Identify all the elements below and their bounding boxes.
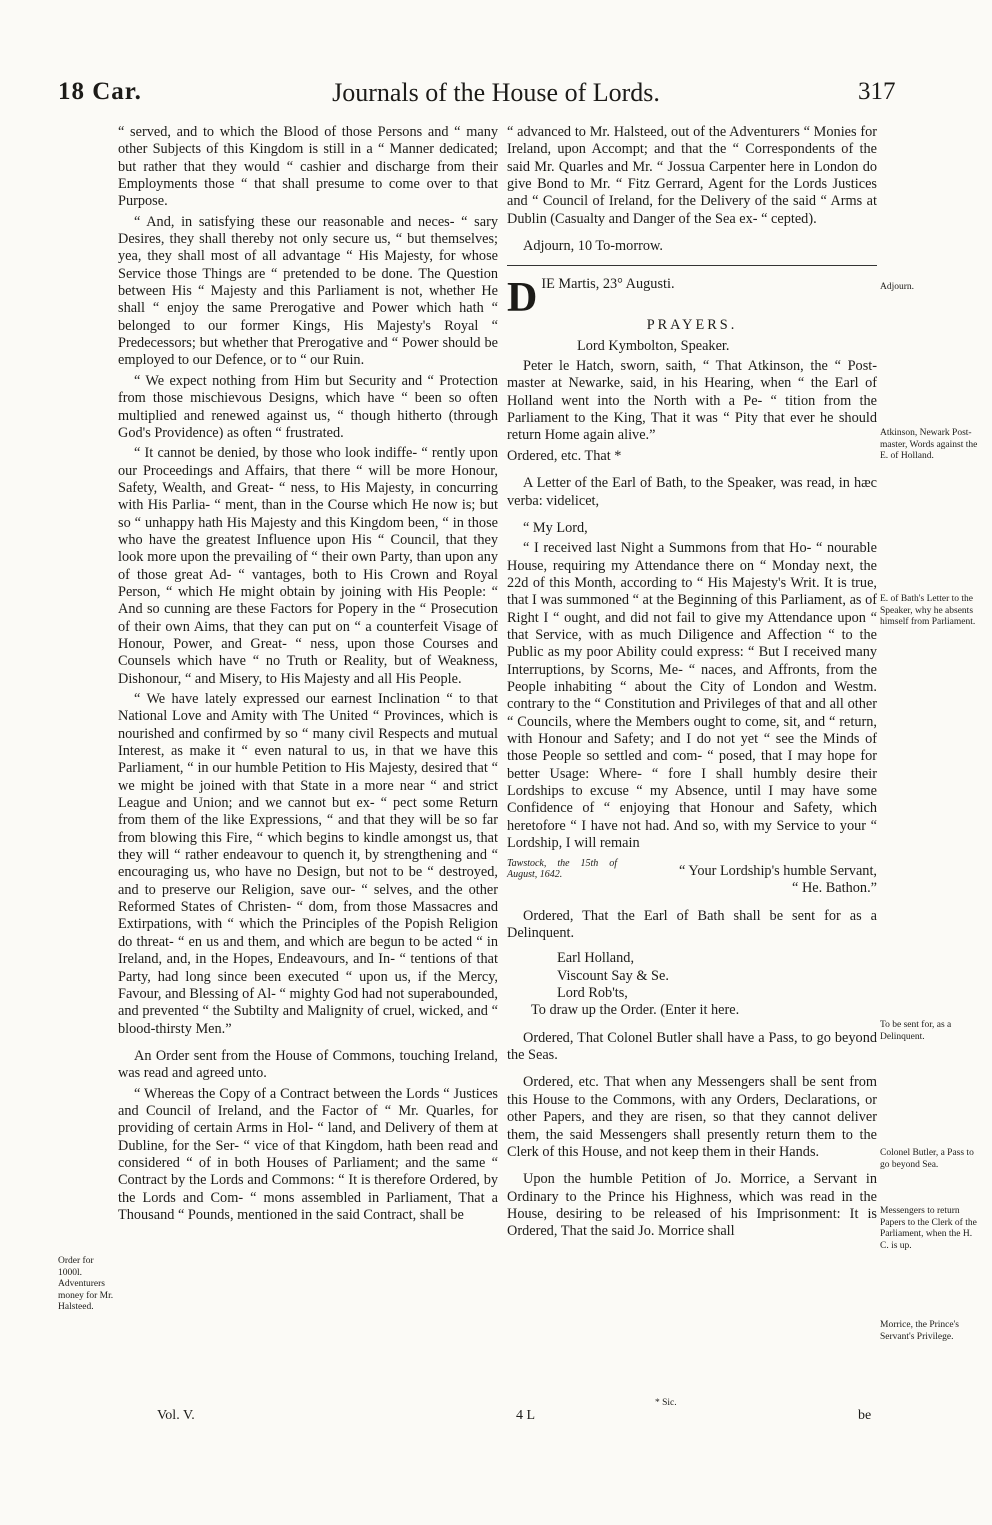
contract-order: “ Whereas the Copy of a Contract between the Lords “ Justices and Council of Ireland, and the Factor of “ Mr. Quarles, for providing of certain Arms in Hol- “ land, and Delivery of them at Dubline, for the Ser- “ vice of that Kingdom, hath been read and considered “ of in both Houses of Parliament; and the same “ Contract by the Lords and Commons: “ It is therefore Ordered, by the Lords and Com- “ mons assembled in Parliament, That a Thousand “ Pounds, mentioned in the said Contract, shall be	[118, 1085, 498, 1223]
volume-mark: Vol. V.	[157, 1408, 195, 1423]
date-line	[507, 275, 877, 322]
paragraph: “ We expect nothing from Him but Security and “ Protection from those mischievous Designs, which have “ been so often multiplied and renewed against us, “ though hitherto (through God's Providence) as often “ frustrated.	[118, 372, 498, 441]
date-text: IE Martis, 23° Augusti.	[541, 276, 675, 293]
ordered-butler-pass: Ordered, That Colonel Butler shall have a Pass, to go beyond the Seas.	[507, 1029, 877, 1064]
prayers-heading: PRAYERS.	[646, 317, 738, 334]
left-column	[118, 124, 498, 1227]
paragraph: “ We have lately expressed our earnest Inclination “ to that National Love and Amity with The United “ Provinces, which is nourished and confirmed by so “ many civil Respects and mutual Interest, as make it “ even natural to us, in that we have this Parliament, “ in our humble Petition to His Majesty, desired that “ we might be joined with that State in a more near “ and strict League and Union; and we cannot but ex- “ pect some Return from them of the like Expressions, “ and that they will be so far from blowing this Fire, “ which begins to kindle amongst us, that they will “ rather endeavour to quench it, by strengthening and “ encouraging us, who have no Design, but not to be “ destroyed, and to preserve our Religion, save our- “ selves, and the other Reformed States of Christen- “ dom, from those Massacres and Extirpations, with “ which the Principles of the Popish Religion do threat- “ en us and them, and which are begun to be acted “ in Ireland, and, in the Hopes, Endeavours, and In- “ tentions of that Party, had long since been executed “ upon us, if the Mercy, Favour, and Blessing of Al- “ mighty God had not superabounded, and prevented “ the Subtilty and Malignity of cruel, wicked, and “ blood-thirsty Men.”	[118, 691, 498, 1037]
sic-footnote: * Sic.	[655, 1398, 677, 1408]
committee-name: Lord Rob'ts,	[557, 985, 628, 1002]
section-rule	[507, 265, 877, 266]
letter-dateline: Tawstock, the 15th of August, 1642.	[507, 858, 617, 881]
order-continuation: “ advanced to Mr. Halsteed, out of the Adventurers “ Monies for Ireland, upon Accompt; and that the “ Correspondents of the said Mr. Quarles and Mr. “ Jossua Carpenter here in London do give Bond to Mr. “ Fitz Gerrard, Agent for the Lords Justices and “ Council of Ireland, for the Delivery of the said “ Arms at Dublin (Casualty and Danger of the Sea ex- “ cepted).	[507, 124, 877, 227]
margin-note-messengers: Messengers to return Papers to the Clerk of the Parliament, when the H. C. is up.	[880, 1206, 977, 1251]
right-column	[507, 124, 877, 1244]
margin-note-butler: Colonel Butler, a Pass to go beyond Sea.	[880, 1148, 974, 1170]
running-head-regnal-year: 18 Car.	[58, 78, 142, 105]
commons-order-intro: An Order sent from the House of Commons, touching Ireland, was read and agreed unto.	[118, 1047, 498, 1082]
margin-note-delinquent: To be sent for, as a Delinquent.	[880, 1020, 952, 1042]
drop-cap: D	[507, 275, 538, 322]
signature-mark: 4 L	[516, 1408, 536, 1423]
hatch-deposition: Peter le Hatch, sworn, saith, “ That Atkinson, the “ Post-master at Newarke, said, in his Hearing, when “ the Earl of Holland went into the North with a Pe- “ tition from the Parliament to the King, That it was “ Pity that ever he should return Home again alive.”	[507, 358, 877, 444]
catchword: be	[858, 1408, 872, 1423]
servant-line: “ Your Lordship's humble Servant,	[679, 863, 877, 880]
morrice-petition: Upon the humble Petition of Jo. Morrice, a Servant in Ordinary to the Prince his Highness, which was read in the House, desiring to be released of his Imprisonment: It is Ordered, That the said Jo. Morrice shall	[507, 1171, 877, 1240]
paragraph: “ It cannot be denied, by those who look indiffe- “ rently upon our Proceedings and Affairs, that there “ will be more Honour, Safety, Wealth, and Great- “ ness, to His Majesty, in concurring with His Parlia- “ ment, than in the Course which He now is; but so “ unhappy hath His Majesty and this Kingdom been, “ in those who have the greatest Influence upon His “ Council, that they look more upon the prevailing of “ their own Party, than upon any of those great Ad- “ vantages, both to His Crown and Royal Person, “ which He might obtain by joining with His People: “ And so cunning are these Factors for Popery in the “ Prosecution of their own Aims, that they can put on “ a counterfeit Visage of Honour, Power, and Great- “ ness, upon those Courses and Counsels which have “ no Truth or Reality, but of Weakness, Dishonour, “ and Misery, to His Majesty and all His People.	[118, 445, 498, 687]
letter-body: “ I received last Night a Summons from that Ho- “ nourable House, requiring my Attendance there on “ Monday next, the 22d of this Month, according to “ His Majesty's Writ. It is true, that I was summoned “ at the Beginning of this Parliament, as of Right I “ ought, and did not fail to give my Attendance upon “ that Service, with as much Diligence and Affection “ to the Public as my poor Ability could express: “ But I received many Interruptions, by Scorns, Me- “ naces, and Affronts, from the People inhabiting “ about the City of London and Westm. contrary to the “ Constitution and Privileges of that and all other “ Councils, where the Members ought to come, sit, and “ return, with Honour and Safety; and I do not yet “ see the Minds of those People so settled and com- “ posed, that I may hope for better Usage: Where- “ fore I shall humbly desire their Lordships to excuse “ my Absence, until I may have some Confidence of “ enjoying that Honour and Safety, which heretofore “ I have not had. And so, with my Service to your “ Lordship, I will remain	[507, 540, 877, 852]
margin-note-bath-letter: E. of Bath's Letter to the Speaker, why he absents himself from Parliament.	[880, 594, 976, 627]
letter-intro: A Letter of the Earl of Bath, to the Speaker, was read, in hæc verba: videlicet,	[507, 475, 877, 509]
page-number: 317	[858, 78, 896, 105]
speaker-line: Lord Kymbolton, Speaker.	[577, 337, 730, 354]
adjourn-entry: Adjourn, 10 To-morrow.	[523, 238, 663, 255]
letter-signoff	[507, 858, 877, 880]
paragraph: “ And, in satisfying these our reasonable and neces- “ sary Desires, they shall thereby not only secure us, “ but themselves; yea, they shall most of all advantage “ His Majesty, for whose Service those Things are “ pretended to be done. The Question between His “ Majesty and this Parliament is not, whether He shall “ enjoy the same Prerogative and Power which hath “ belonged to our former Kings, His Majesty's Royal “ Predecessors; but whether that Prerogative and “ Power should be employed to our Defence, or to “ our Ruin.	[118, 213, 498, 369]
margin-note-morrice: Morrice, the Prince's Servant's Privilege.	[880, 1320, 960, 1342]
draw-up-order: To draw up the Order. (Enter it here.	[531, 1002, 740, 1019]
margin-note-halsteed: Order for 1000l. Adventurers money for Mr. Halsteed.	[58, 1256, 114, 1312]
margin-note-atkinson: Atkinson, Newark Post-master, Words against the E. of Holland.	[880, 428, 978, 461]
paragraph: “ served, and to which the Blood of those Persons and “ many other Subjects of this Kingdom is still in a “ Manner dedicated; but rather that they would “ cashier and discharge from their Employments those “ that shall presume to come over to that Purpose.	[118, 124, 498, 210]
committee-name: Earl Holland,	[557, 950, 635, 967]
salutation: “ My Lord,	[523, 519, 588, 536]
committee-names	[507, 950, 877, 1019]
ordered-bath-delinquent: Ordered, That the Earl of Bath shall be sent for as a Delinquent.	[507, 907, 877, 942]
ordered-star: Ordered, etc. That *	[507, 447, 622, 464]
running-head-title: Journals of the House of Lords.	[332, 78, 660, 107]
margin-note-adjourn: Adjourn.	[880, 282, 915, 292]
committee-name: Viscount Say & Se.	[557, 967, 669, 984]
signature-bathon: “ He. Bathon.”	[792, 880, 877, 897]
ordered-messengers: Ordered, etc. That when any Messengers shall be sent from this House to the Commons, with any Orders, Declarations, or other Papers, and they are risen, so that they cannot deliver them, the said Messengers shall presently return them to the Clerk of this House, and not keep them in their Hands.	[507, 1074, 877, 1160]
